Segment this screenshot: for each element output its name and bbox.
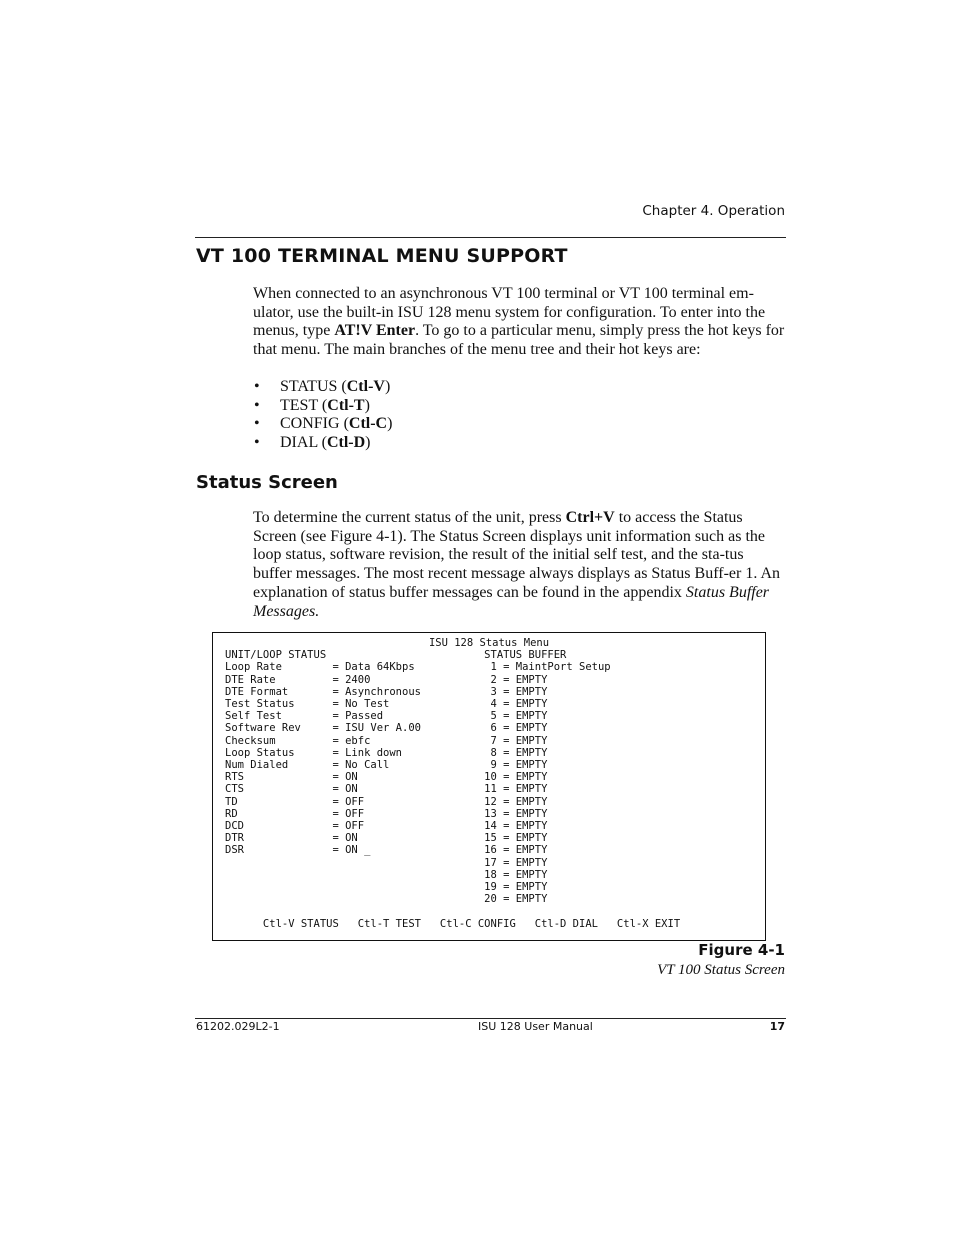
chapter-header: Chapter 4. Operation — [642, 203, 785, 219]
manual-title: ISU 128 User Manual — [478, 1020, 593, 1033]
bullet-end: ) — [365, 434, 371, 452]
status-text-2: to access the Status Screen (see Figure 4-1). The Status Screen displays unit information such as the loop status, software revision, the result of the initial self test, and the sta-tus buffer messages. The most recent message always displays as Status Buff-er 1. An explanation of status buffer messages can be found in the appendix — [253, 509, 780, 601]
menu-branch-list — [254, 378, 392, 453]
figure-label: Figure 4-1 — [698, 941, 785, 959]
subsection-title: Status Screen — [196, 472, 338, 493]
bullet-hotkey: Ctl-V — [346, 378, 385, 395]
list-item — [254, 397, 392, 416]
terminal-body: UNIT/LOOP STATUS STATUS BUFFER Loop Rate = Data 64Kbps 1 = MaintPort Setup DTE Rate = 2400 2 = EMPTY DTE Format = Asynchronous 3 = EMPTY Test Status = No Test 4 = EMPTY Self Test = Passed 5 = EMPTY Software Rev = ISU Ver A.00 6 = EMPTY Checksum = ebfc 7 = EMPTY Loop Status = Link down 8 = EMPTY Num Dialed = No Call 9 = EMPTY RTS = ON 10 = EMPTY CTS = ON 11 = EMPTY TD = OFF 12 = EMPTY RD = OFF 13 = EMPTY DCD = OFF 14 = EMPTY DTR = ON 15 = EMPTY DSR = ON _ 16 = EMPTY 17 = EMPTY 18 = EMPTY 19 = EMPTY 20 = EMPTY Ctl-V STATUS Ctl-T TEST Ctl-C CONFIG Ctl-D DIAL Ctl-X EXIT — [225, 649, 681, 930]
terminal-title: ISU 128 Status Menu — [428, 637, 550, 649]
appendix-reference: Status Buffer Messages. — [253, 583, 770, 620]
header-rule — [195, 237, 786, 238]
bullet-label: CONFIG ( — [280, 415, 349, 433]
bullet-end: ) — [387, 415, 393, 433]
bullet-label: DIAL ( — [280, 434, 327, 452]
doc-number: 61202.029L2-1 — [196, 1020, 280, 1033]
bullet-hotkey: Ctl-D — [326, 434, 366, 452]
status-paragraph — [253, 509, 786, 621]
bullet-end: ) — [384, 378, 391, 395]
terminal-screen — [212, 632, 766, 941]
list-item — [254, 378, 392, 397]
list-item — [254, 434, 392, 453]
page-number: 17 — [769, 1020, 785, 1033]
status-hotkey: Ctrl+V — [565, 509, 615, 526]
bullet-hotkey: Ctl-C — [348, 415, 388, 433]
bullet-end: ) — [364, 396, 370, 414]
bullet-label: STATUS ( — [280, 378, 347, 395]
figure-caption: VT 100 Status Screen — [657, 962, 785, 978]
intro-command: AT!V Enter — [334, 322, 416, 340]
intro-text-2: . To go to a particular menu, simply press the hot keys for that menu. The main branches of the menu tree and their hot keys are: — [253, 322, 785, 359]
section-title: VT 100 TERMINAL MENU SUPPORT — [196, 245, 568, 267]
list-item — [254, 415, 392, 434]
intro-text-1: When connected to an asynchronous VT 100 terminal or VT 100 terminal em-ulator, use the built-in ISU 128 menu system for configuration. To enter into the menus, type — [253, 285, 766, 340]
intro-paragraph — [253, 285, 786, 360]
status-text-1: To determine the current status of the unit, press — [253, 509, 566, 526]
bullet-label: TEST ( — [280, 396, 328, 414]
bullet-hotkey: Ctl-T — [327, 396, 365, 414]
footer-rule — [195, 1018, 786, 1019]
